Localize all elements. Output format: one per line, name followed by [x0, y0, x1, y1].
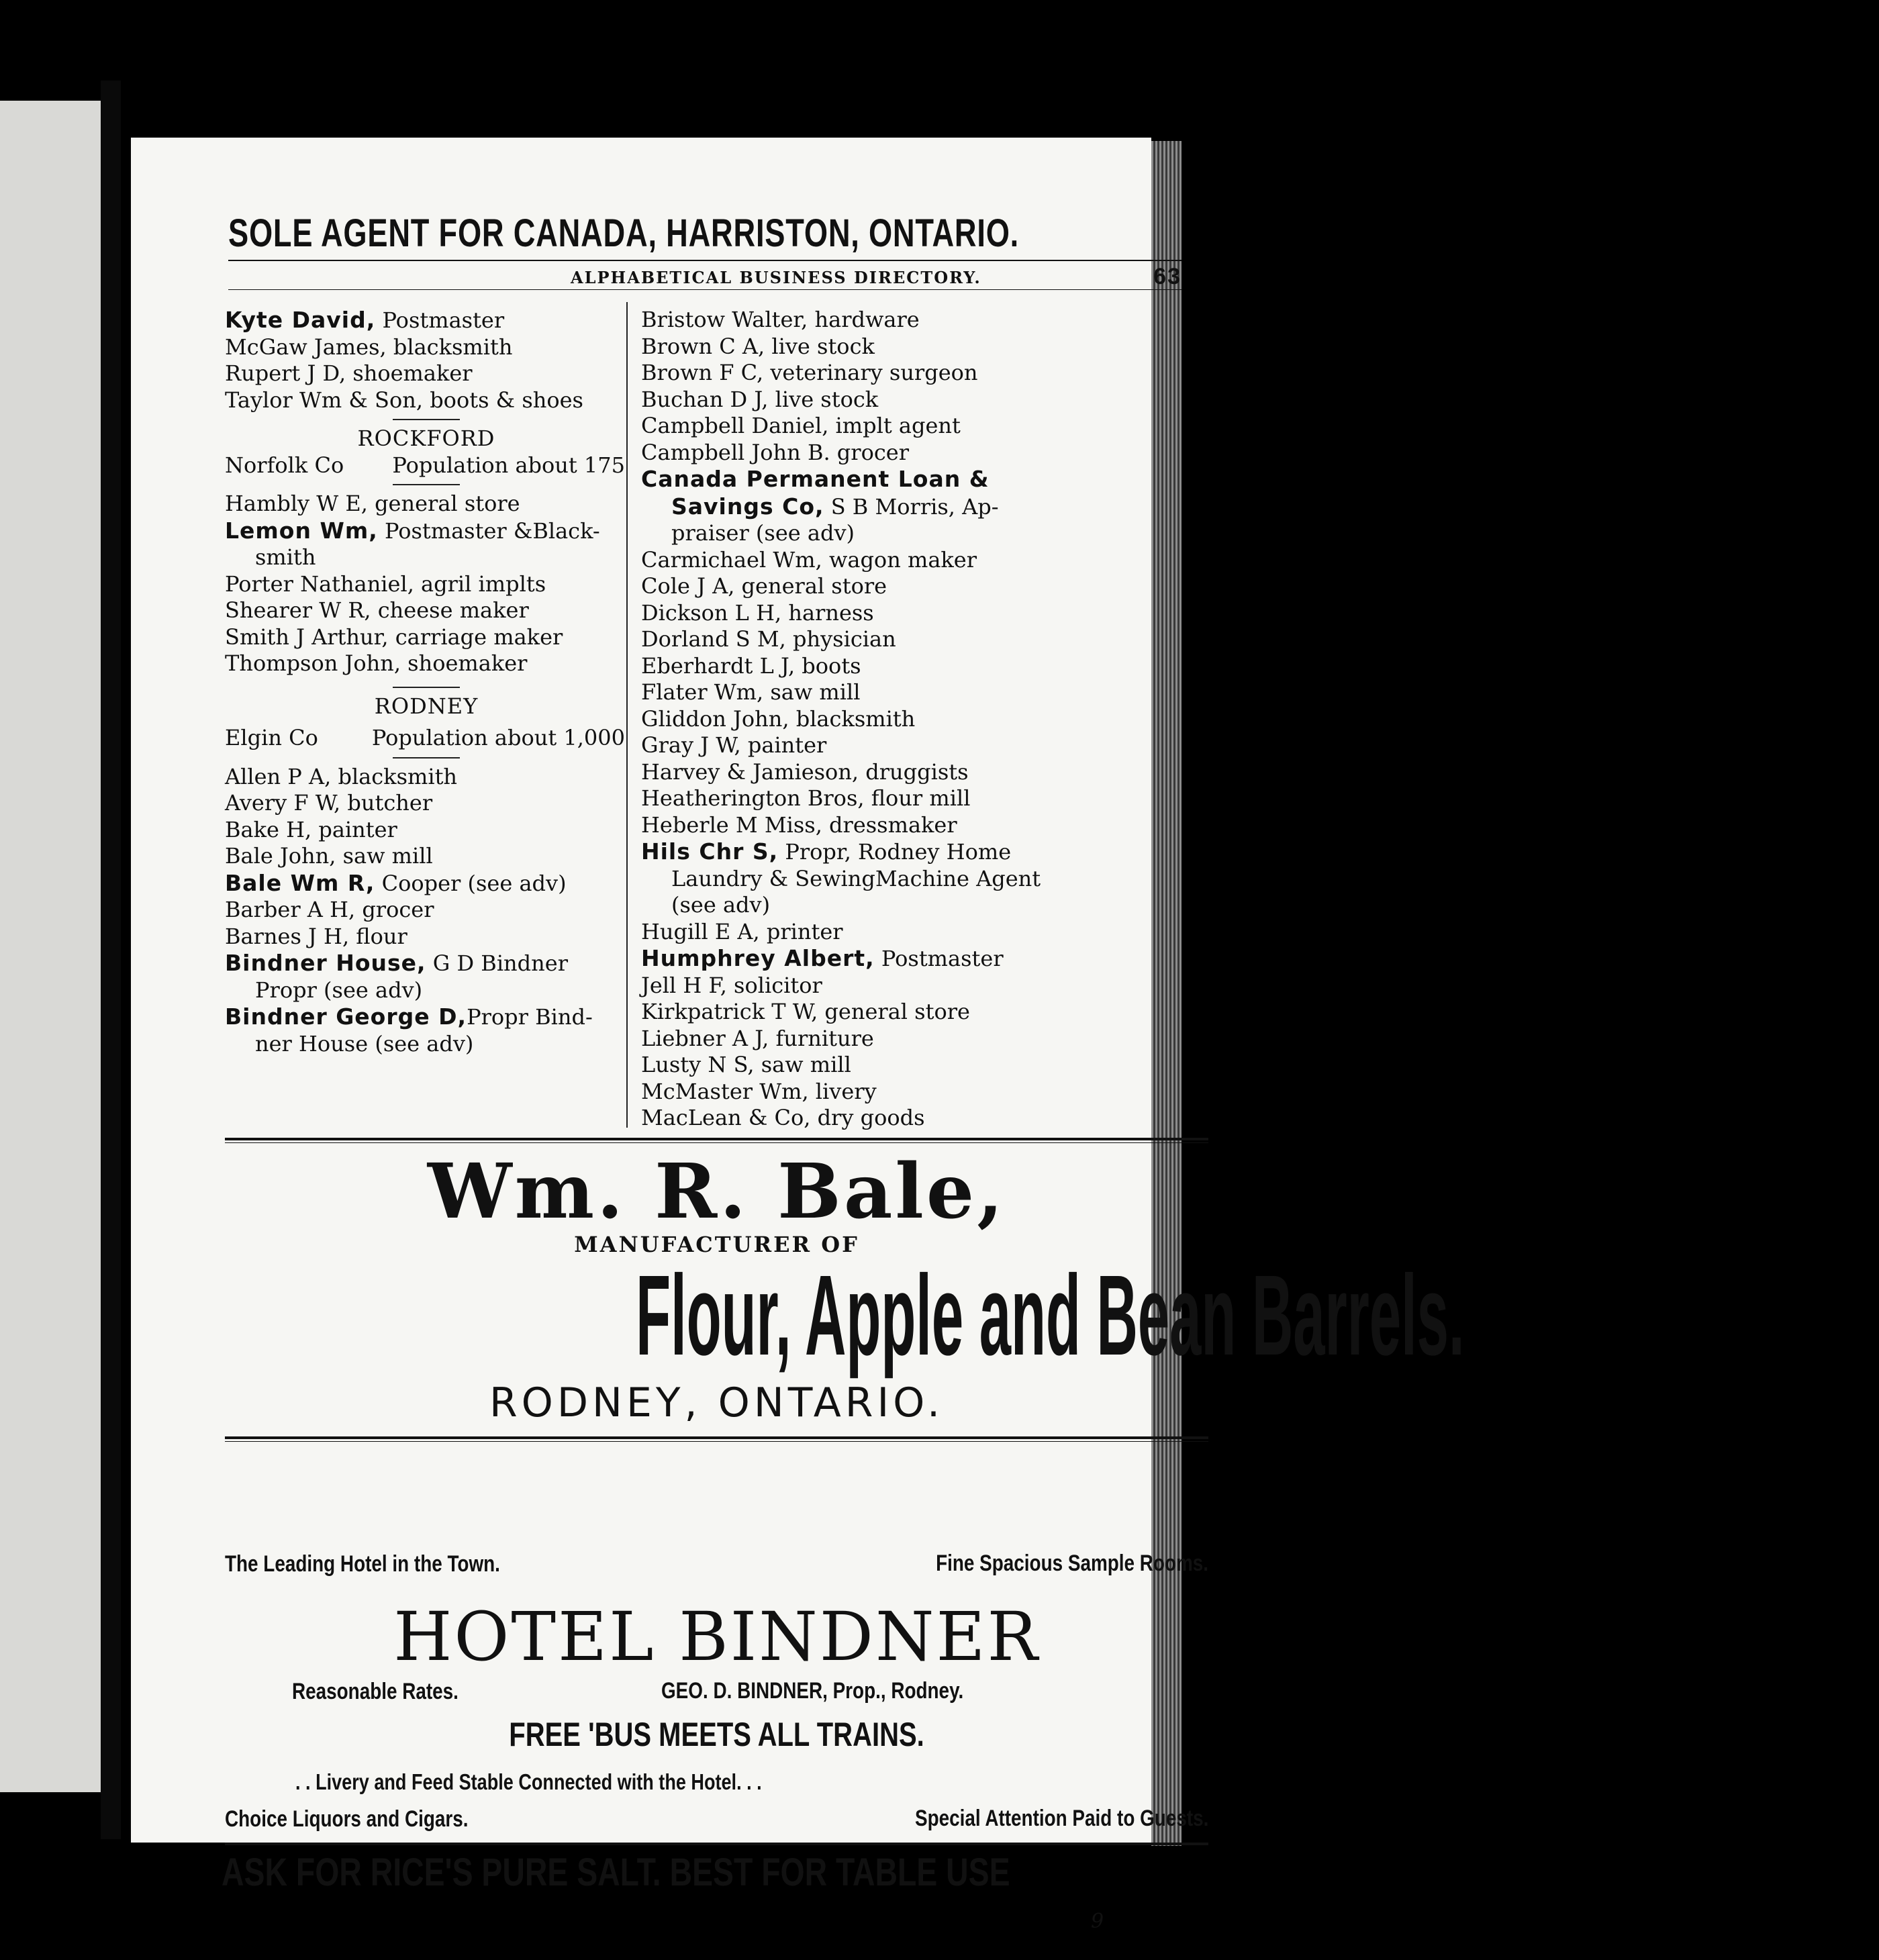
entry-name: Bindner House,	[225, 950, 426, 976]
section-title-rodney: RODNEY	[374, 693, 479, 719]
directory-entry	[225, 1031, 628, 1058]
entry-detail: Shearer W R, cheese maker	[225, 597, 529, 623]
entry-detail: Laundry & SewingMachine Agent	[671, 865, 1041, 891]
entry-detail: Campbell Daniel, implt agent	[641, 413, 961, 438]
book-gutter	[101, 81, 121, 1839]
directory-entry	[641, 759, 1054, 786]
directory-entry	[641, 360, 1054, 387]
hotel-free-bus: FREE 'BUS MEETS ALL TRAINS.	[509, 1716, 924, 1753]
entry-detail: Propr Bind-	[467, 1004, 593, 1030]
entry-name: Canada Permanent Loan &	[641, 466, 990, 492]
entries-rockford	[225, 491, 628, 677]
entry-detail: Cole J A, general store	[641, 573, 887, 599]
hotel-rooms: Fine Spacious Sample Rooms.	[936, 1551, 1208, 1576]
entry-detail: smith	[255, 544, 316, 570]
entry-detail: Liebner A J, furniture	[641, 1025, 874, 1051]
entry-detail: Brown F C, veterinary surgeon	[641, 360, 978, 385]
directory-entry	[641, 838, 1054, 866]
entry-detail: Barber A H, grocer	[225, 897, 434, 922]
directory-entry	[225, 870, 628, 897]
directory-entry	[641, 812, 1054, 839]
entries-rodney	[225, 764, 628, 1058]
bale-ad-manufacturer: MANUFACTURER OF	[574, 1232, 859, 1257]
directory-entry	[641, 334, 1054, 360]
entry-detail: Hambly W E, general store	[225, 491, 520, 516]
right-column	[641, 307, 1054, 1132]
directory-entry	[641, 866, 1054, 893]
entry-detail: Hugill E A, printer	[641, 918, 843, 944]
entry-detail: Dickson L H, harness	[641, 599, 874, 626]
entry-detail: Kirkpatrick T W, general store	[641, 999, 970, 1024]
directory-entry	[641, 973, 1054, 999]
entry-detail: Cooper (see adv)	[375, 870, 567, 896]
running-head	[228, 264, 1182, 291]
directory-entry	[225, 650, 628, 677]
entry-detail: Gray J W, painter	[641, 732, 827, 758]
directory-entry	[641, 520, 1054, 547]
entry-detail: Propr, Rodney Home	[778, 839, 1012, 865]
rockford-info	[225, 452, 628, 479]
directory-entry	[225, 571, 628, 598]
entry-detail: Porter Nathaniel, agril implts	[225, 571, 546, 597]
directory-entry	[225, 624, 628, 651]
left-column	[225, 307, 628, 1057]
population: Population about 1,000	[371, 725, 625, 750]
entry-name: Hils Chr S,	[641, 838, 779, 865]
directory-entry	[641, 945, 1054, 973]
directory-entry	[641, 653, 1054, 680]
facing-page-edge	[0, 101, 101, 1792]
entry-detail: Bristow Walter, hardware	[641, 307, 920, 332]
hotel-slogan: The Leading Hotel in the Town.	[225, 1551, 500, 1577]
section-rule	[393, 419, 460, 420]
directory-entry	[641, 785, 1054, 812]
directory-entry	[225, 360, 628, 387]
hotel-rates: Reasonable Rates.	[292, 1679, 459, 1704]
directory-entry	[225, 977, 628, 1004]
section-rule	[393, 757, 460, 758]
page-number: 63	[1153, 264, 1182, 289]
entry-detail: Postmaster &Black-	[377, 518, 600, 544]
entry-detail: McMaster Wm, livery	[641, 1078, 877, 1104]
page-stack-edges	[1151, 141, 1182, 1846]
entry-detail: Postmaster	[874, 946, 1004, 971]
entry-name: Bale Wm R,	[225, 869, 375, 896]
entry-name: Kyte David,	[225, 307, 376, 333]
entry-detail: Barnes J H, flour	[225, 923, 407, 949]
hotel-livery-line: . . Livery and Feed Stable Connected with the Hotel. . .	[295, 1769, 762, 1794]
directory-entry	[641, 600, 1054, 627]
entry-detail: Harvey & Jamieson, druggists	[641, 758, 969, 785]
bale-ad-place: RODNEY, ONTARIO.	[489, 1379, 945, 1426]
directory-entry	[641, 626, 1054, 653]
entries-right	[641, 307, 1054, 1132]
section-rule	[393, 484, 460, 485]
directory-entry	[641, 1105, 1054, 1132]
bale-ad-name: Wm. R. Bale,	[427, 1148, 1006, 1236]
directory-entry	[225, 950, 628, 977]
entry-detail: Postmaster	[375, 307, 505, 333]
population: Population about 175	[392, 452, 625, 478]
entry-detail: Buchan D J, live stock	[641, 386, 879, 412]
directory-entry	[641, 466, 1054, 493]
entry-detail: (see adv)	[671, 892, 771, 918]
hotel-liquors: Choice Liquors and Cigars.	[225, 1806, 469, 1832]
bale-ad-product: Flour, Apple and Bean Barrels.	[636, 1252, 1465, 1379]
directory-entry	[225, 1003, 628, 1031]
top-rule	[228, 260, 1182, 261]
ad-rule-mid-thin	[225, 1441, 1208, 1442]
directory-entry	[641, 573, 1054, 600]
entry-detail: Dorland S M, physician	[641, 626, 896, 652]
ad-rule-bottom	[225, 1843, 1208, 1845]
hotel-bottom-line	[225, 1806, 1208, 1832]
directory-entry	[641, 999, 1054, 1026]
entry-detail: Allen P A, blacksmith	[225, 763, 458, 789]
directory-entry	[641, 413, 1054, 440]
entry-detail: Smith J Arthur, carriage maker	[225, 624, 563, 650]
directory-entry	[225, 924, 628, 950]
directory-entry	[225, 764, 628, 791]
entry-detail: Brown C A, live stock	[641, 333, 875, 359]
entry-detail: Eberhardt L J, boots	[641, 652, 861, 679]
entry-detail: G D Bindner	[426, 950, 568, 976]
directory-entry	[225, 843, 628, 870]
directory-entry	[641, 493, 1054, 521]
hotel-name: HOTEL BINDNER	[393, 1598, 1040, 1676]
entry-name: Humphrey Albert,	[641, 945, 875, 971]
rodney-info	[225, 725, 628, 752]
entry-detail: Campbell John B. grocer	[641, 439, 909, 465]
directory-entry	[225, 544, 628, 571]
entry-detail: Lusty N S, saw mill	[641, 1052, 851, 1077]
directory-entry	[641, 1079, 1054, 1106]
entry-detail: Gliddon John, blacksmith	[641, 705, 916, 732]
section-title-rockford: ROCKFORD	[357, 426, 495, 451]
entry-detail: S B Morris, Ap-	[824, 493, 999, 520]
entry-detail: Propr (see adv)	[255, 977, 423, 1003]
top-banner: SOLE AGENT FOR CANADA, HARRISTON, ONTARIO.	[228, 211, 1020, 255]
entry-detail: Rupert J D, shoemaker	[225, 360, 473, 386]
directory-entry	[225, 491, 628, 518]
signature-mark: 9	[1091, 1910, 1104, 1933]
directory-entry	[641, 547, 1054, 574]
section-rule	[393, 687, 460, 688]
entry-detail: Carmichael Wm, wagon maker	[641, 546, 977, 573]
directory-entry	[225, 597, 628, 624]
directory-entry	[225, 334, 628, 361]
ad-rule-top-thin	[225, 1142, 1208, 1143]
ad-rule-top	[225, 1138, 1208, 1140]
directory-entry	[225, 387, 628, 414]
entry-detail: MacLean & Co, dry goods	[641, 1105, 925, 1130]
directory-entry	[641, 387, 1054, 413]
entry-detail: praiser (see adv)	[671, 520, 855, 546]
county: Norfolk Co	[225, 452, 344, 478]
entries-top	[225, 307, 628, 413]
entry-detail: Bale John, saw mill	[225, 843, 433, 869]
hotel-top-line	[225, 1551, 1208, 1577]
hotel-proprietor: GEO. D. BINDNER, Prop., Rodney.	[661, 1678, 964, 1704]
directory-entry	[641, 307, 1054, 334]
directory-entry	[641, 679, 1054, 706]
directory-entry	[225, 817, 628, 844]
running-head-title: ALPHABETICAL BUSINESS DIRECTORY.	[571, 268, 981, 287]
entry-name: Lemon Wm,	[225, 517, 378, 544]
directory-entry	[641, 1052, 1054, 1079]
entry-detail: Heberle M Miss, dressmaker	[641, 812, 957, 838]
bottom-banner: ASK FOR RICE'S PURE SALT. BEST FOR TABLE USE	[222, 1851, 1010, 1894]
hotel-attention: Special Attention Paid to Guests.	[914, 1806, 1208, 1831]
directory-entry	[641, 440, 1054, 467]
entry-detail: McGaw James, blacksmith	[225, 334, 513, 360]
hotel-rates-line	[292, 1678, 1138, 1705]
entry-name: Bindner George D,	[225, 1003, 467, 1030]
county: Elgin Co	[225, 725, 318, 750]
entry-detail: Taylor Wm & Son, boots & shoes	[225, 387, 583, 413]
directory-entry	[641, 706, 1054, 733]
entry-detail: Avery F W, butcher	[225, 790, 433, 816]
directory-entry	[225, 518, 628, 545]
directory-entry	[641, 1026, 1054, 1052]
entry-name: Savings Co,	[671, 493, 824, 520]
entry-detail: Flater Wm, saw mill	[641, 679, 861, 705]
directory-entry	[641, 892, 1054, 919]
entry-detail: ner House (see adv)	[255, 1030, 474, 1057]
header-rule	[228, 289, 1182, 290]
directory-entry	[641, 732, 1054, 759]
entry-detail: Bake H, painter	[225, 816, 397, 842]
directory-entry	[641, 919, 1054, 946]
entry-detail: Thompson John, shoemaker	[225, 650, 528, 676]
entry-detail: Heatherington Bros, flour mill	[641, 785, 971, 811]
directory-page	[131, 138, 1465, 1933]
directory-entry	[225, 790, 628, 817]
directory-entry	[225, 897, 628, 924]
ad-rule-mid	[225, 1436, 1208, 1439]
directory-entry	[225, 307, 628, 334]
entry-detail: Jell H F, solicitor	[641, 972, 822, 998]
